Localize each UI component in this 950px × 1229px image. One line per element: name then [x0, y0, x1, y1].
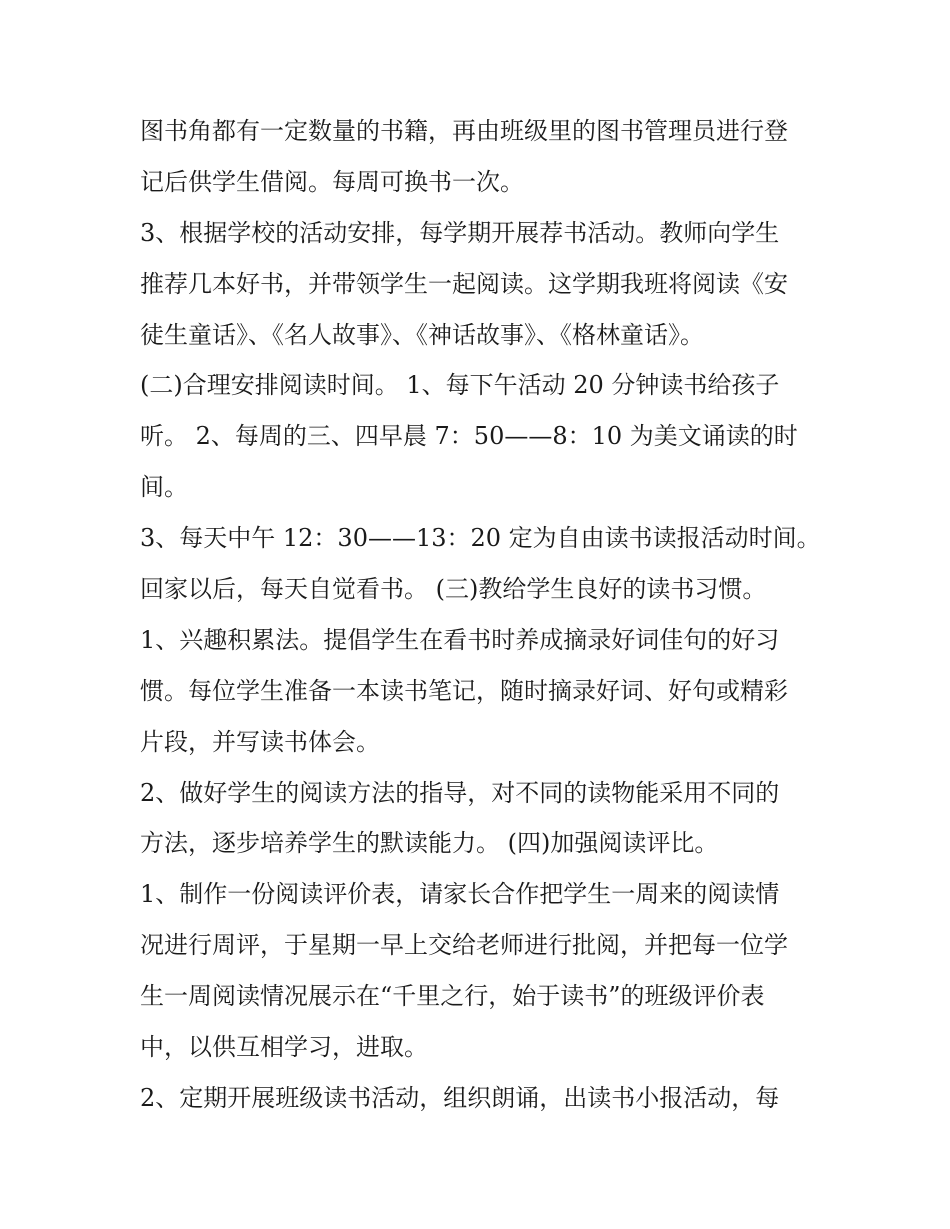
- text-line-14: 2、做好学生的阅读方法的指导，对不同的读物能采用不同的: [140, 778, 780, 807]
- text-line-15: 方法，逐步培养学生的默读能力。 (四)加强阅读评比。: [140, 829, 719, 858]
- text-line-13: 片段，并写读书体会。: [140, 727, 380, 756]
- text-line-1: 图书角都有一定数量的书籍，再由班级里的图书管理员进行登: [140, 117, 788, 145]
- text-line-19: 中，以供互相学习，进取。: [140, 1033, 428, 1062]
- text-line-20: 2、定期开展班级读书活动，组织朗诵，出读书小报活动，每: [140, 1083, 780, 1112]
- text-line-8: 间。: [140, 473, 188, 502]
- text-line-6: (二)合理安排阅读时间。 1、每下午活动 20 分钟读书给孩子: [140, 371, 780, 400]
- text-line-10: 回家以后，每天自觉看书。 (三)教给学生良好的读书习惯。: [140, 575, 767, 604]
- text-line-9: 3、每天中午 12：30——13：20 定为自由读书读报活动时间。: [140, 524, 821, 553]
- document-body: [140, 106, 820, 1124]
- text-line-17: 况进行周评，于星期一早上交给老师进行批阅，并把每一位学: [140, 931, 788, 960]
- text-line-7: 听。 2、每周的三、四早晨 7：50——8：10 为美文诵读的时: [140, 422, 798, 451]
- text-line-18: 生一周阅读情况展示在“千里之行，始于读书”的班级评价表: [140, 982, 765, 1011]
- text-line-5: 徒生童话》、《名人故事》、《神话故事》、《格林童话》。: [140, 320, 704, 349]
- text-line-3: 3、根据学校的活动安排，每学期开展荐书活动。教师向学生: [140, 218, 780, 247]
- text-line-11: 1、兴趣积累法。提倡学生在看书时养成摘录好词佳句的好习: [140, 625, 780, 654]
- text-line-16: 1、制作一份阅读评价表，请家长合作把学生一周来的阅读情: [140, 880, 780, 909]
- text-line-4: 推荐几本好书，并带领学生一起阅读。这学期我班将阅读《安: [140, 269, 788, 298]
- text-line-12: 惯。每位学生准备一本读书笔记，随时摘录好词、好句或精彩: [140, 676, 788, 705]
- text-line-2: 记后供学生借阅。每周可换书一次。: [140, 167, 524, 196]
